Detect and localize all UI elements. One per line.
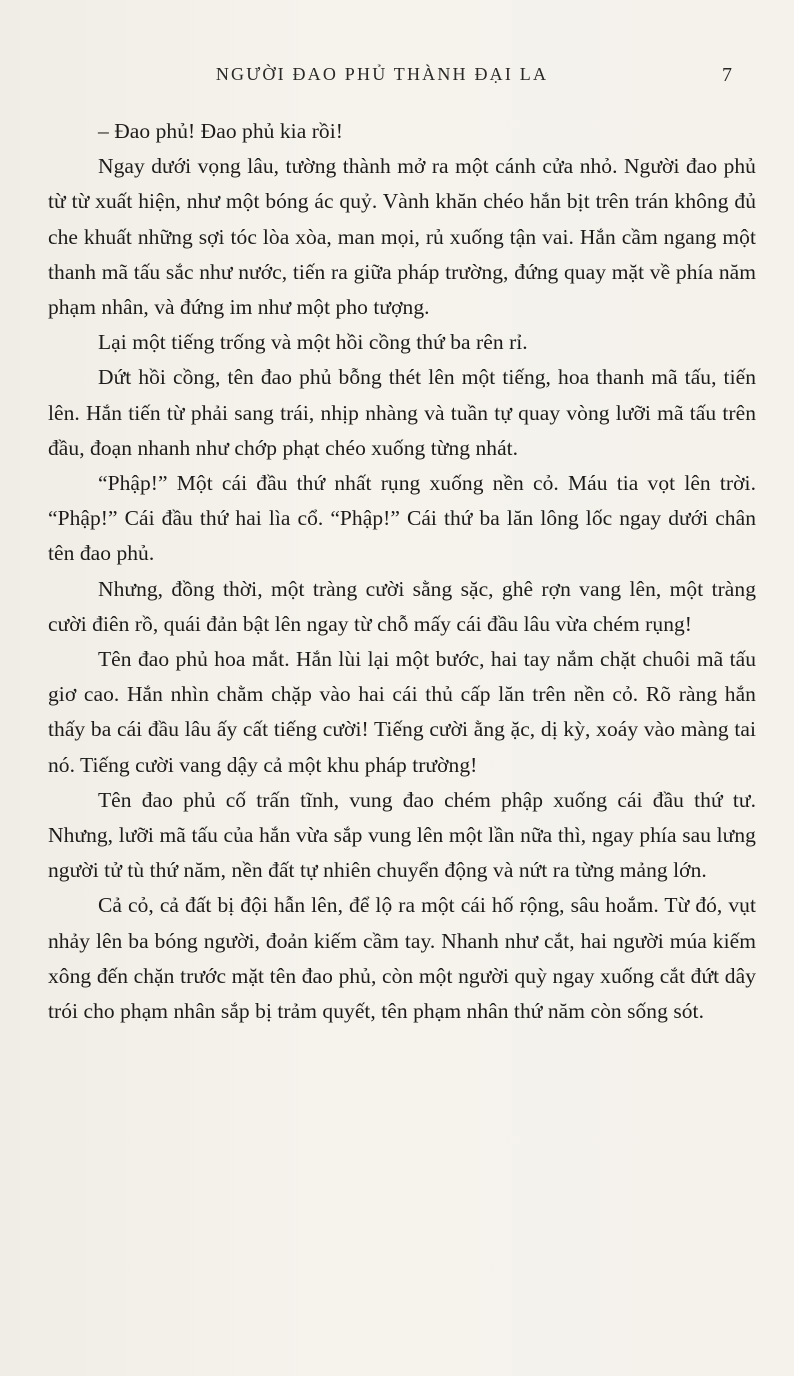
paragraph-6: Nhưng, đồng thời, một tràng cười sằng sặc, ghê rợn vang lên, một tràng cười điên rồ, quái đản bật lên ngay từ chỗ mấy cái đầu lâu vừa chém rụng! <box>48 576 756 636</box>
paragraph-9: Cả cỏ, cả đất bị đội hẫn lên, để lộ ra một cái hố rộng, sâu hoắm. Từ đó, vụt nhảy lên ba bóng người, đoản kiếm cầm tay. Nhanh như cắt, hai người múa kiếm xông đến chặn trước mặt tên đao phủ, còn một người quỳ ngay xuống cắt đứt dây trói cho phạm nhân sắp bị trảm quyết, tên phạm nhân thứ năm còn sống sót. <box>48 893 756 1024</box>
paragraph-4: Dứt hồi cồng, tên đao phủ bỗng thét lên một tiếng, hoa thanh mã tấu, tiến lên. Hắn tiến từ phải sang trái, nhịp nhàng và tuần tự quay vòng lưỡi mã tấu trên đầu, đoạn nhanh như chớp phạt chéo xuống từng nhát. <box>48 365 756 460</box>
paragraph-1: – Đao phủ! Đao phủ kia rồi! <box>98 119 343 143</box>
running-title: NGƯỜI ĐAO PHỦ THÀNH ĐẠI LA <box>215 64 549 84</box>
page-number: 7 <box>722 64 732 86</box>
paragraph-5: “Phập!” Một cái đầu thứ nhất rụng xuống nền cỏ. Máu tia vọt lên trời. “Phập!” Cái đầu thứ hai lìa cổ. “Phập!” Cái thứ ba lăn lông lốc ngay dưới chân tên đao phủ. <box>48 471 756 566</box>
paragraph-2: Ngay dưới vọng lâu, tường thành mở ra một cánh cửa nhỏ. Người đao phủ từ từ xuất hiện, như một bóng ác quỷ. Vành khăn chéo hắn bịt trên trán không đủ che khuất những sợi tóc lòa xòa, man mọi, rủ xuống tận vai. Hắn cầm ngang một thanh mã tấu sắc như nước, tiến ra giữa pháp trường, đứng quay mặt về phía năm phạm nhân, và đứng im như một pho tượng. <box>48 154 756 320</box>
paragraph-3: Lại một tiếng trống và một hồi cồng thứ ba rên rỉ. <box>98 330 528 355</box>
page-header <box>0 64 794 94</box>
body-text <box>48 114 756 1029</box>
paragraph-8: Tên đao phủ cố trấn tĩnh, vung đao chém phập xuống cái đầu thứ tư. Nhưng, lưỡi mã tấu của hắn vừa sắp vung lên một lần nữa thì, ngay phía sau lưng người tử tù thứ năm, nền đất tự nhiên chuyển động và nứt ra từng mảng lớn. <box>48 787 756 883</box>
paragraph-7: Tên đao phủ hoa mắt. Hắn lùi lại một bước, hai tay nắm chặt chuôi mã tấu giơ cao. Hắn nhìn chằm chặp vào hai cái thủ cấp lăn trên nền cỏ. Rõ ràng hắn thấy ba cái đầu lâu ấy cất tiếng cười! Tiếng cười ằng ặc, dị kỳ, xoáy vào màng tai nó. Tiếng cười vang dậy cả một khu pháp trường! <box>48 647 756 777</box>
